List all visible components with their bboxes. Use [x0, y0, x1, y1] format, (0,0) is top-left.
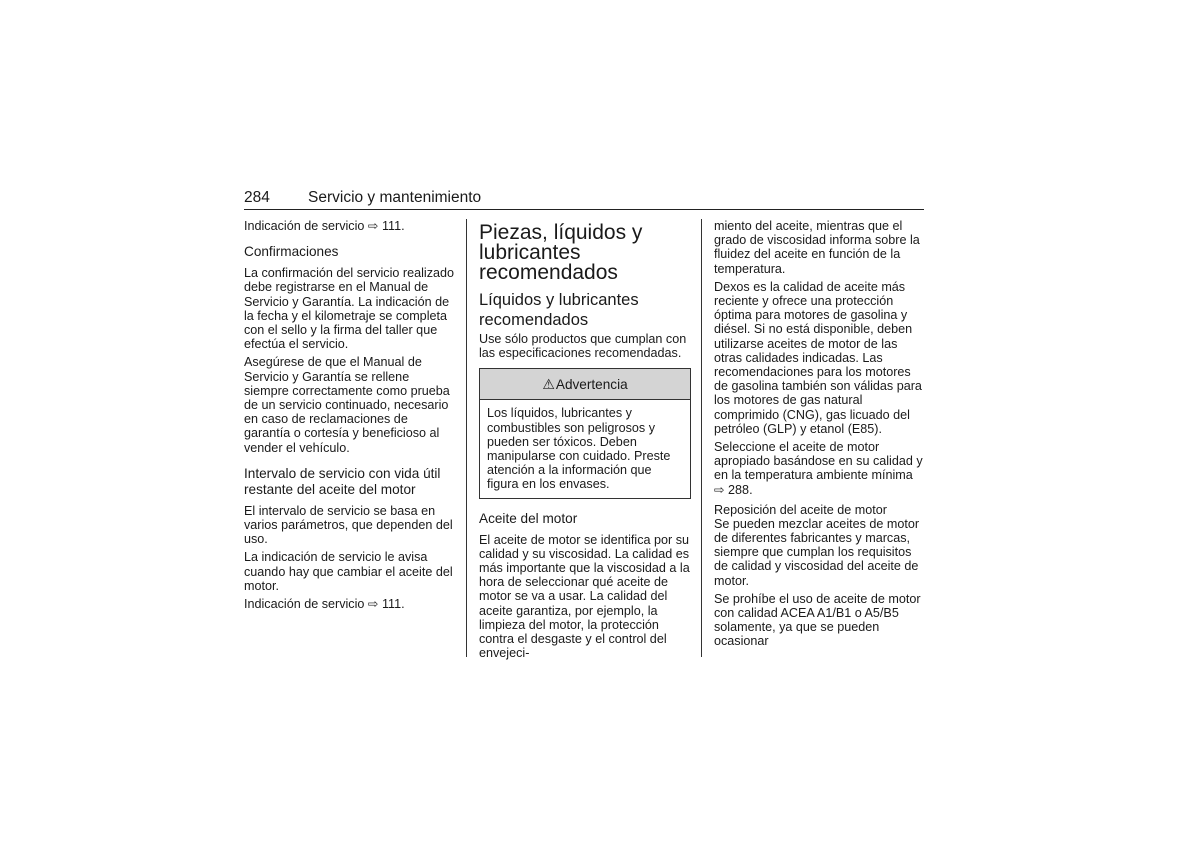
- warning-text: Los líquidos, lubricantes y combustibles son peligrosos y pueden ser tóxicos. Deben manipularse con cuidado. Preste atención a la información que figura en los envases.: [487, 406, 671, 492]
- paragraph: Asegúrese de que el Manual de Servicio y Garantía se rellene siempre correctamente como prueba de un servicio continuado, necesario en caso de reclamaciones de garantía o cortesía y beneficioso al vender el vehículo.: [244, 355, 450, 455]
- paragraph: La indicación de servicio le avisa cuando hay que cambiar el aceite del motor.: [244, 550, 453, 593]
- column-divider: [466, 219, 467, 657]
- paragraph: Seleccione el aceite de motor apropiado basándose en su calidad y en la temperatura ambiente mínima ⇨ 288.: [714, 440, 923, 497]
- oil-topup-heading: Reposición del aceite de motor: [714, 502, 887, 517]
- subsection-title: Líquidos y lubricantes recomendados: [479, 291, 639, 329]
- column-1: [244, 219, 456, 615]
- paragraph: Use sólo productos que cumplan con las especificaciones recomendadas.: [479, 332, 687, 361]
- warning-header: [480, 369, 690, 400]
- section-title: Piezas, líquidos y lubricantes recomendados: [479, 221, 643, 284]
- column-2: [479, 219, 691, 664]
- warning-title: Advertencia: [555, 377, 628, 393]
- page-number: 284: [244, 189, 270, 206]
- paragraph: El intervalo de servicio se basa en varios parámetros, que dependen del uso.: [244, 503, 453, 547]
- service-indicator-reference: Indicación de servicio ⇨ 111.: [244, 219, 405, 233]
- confirmations-heading: Confirmaciones: [244, 244, 339, 260]
- engine-oil-heading: Aceite del motor: [479, 510, 578, 526]
- paragraph: Se prohíbe el uso de aceite de motor con calidad ACEA A1/B1 o A5/B5 solamente, ya que se pueden ocasionar: [714, 591, 921, 649]
- warning-triangle-icon: ⚠: [542, 376, 555, 393]
- paragraph: Se pueden mezclar aceites de motor de diferentes fabricantes y marcas, siempre que cumplan los requisitos de calidad y viscosidad del aceite de motor.: [714, 516, 920, 588]
- paragraph: miento del aceite, mientras que el grado de viscosidad informa sobre la fluidez del aceite en función de la temperatura.: [714, 219, 920, 276]
- column-3: [714, 219, 926, 653]
- page-header: [244, 189, 924, 210]
- paragraph: Dexos es la calidad de aceite más reciente y ofrece una protección óptima para motores de gasolina y diésel. Si no está disponible, deben utilizarse aceites de motor de las otras calidades indicadas. Las recomendaciones para los motores de gasolina también son válidas para los motores de gas natural comprimido (CNG), gas licuado del petróleo (GLP) y etanol (E85).: [714, 279, 922, 436]
- paragraph: La confirmación del servicio realizado debe registrarse en el Manual de Servicio y Garantía. La indicación de la fecha y el kilometraje se completa con el sello y la firma del taller que efectúa el servicio.: [244, 266, 454, 352]
- service-indicator-reference: Indicación de servicio ⇨ 111.: [244, 597, 405, 612]
- warning-box: [479, 368, 691, 498]
- warning-body: [480, 400, 690, 497]
- column-divider: [701, 219, 702, 657]
- chapter-title: Servicio y mantenimiento: [308, 189, 482, 206]
- service-interval-heading: Intervalo de servicio con vida útil restante del aceite del motor: [244, 465, 441, 497]
- paragraph: El aceite de motor se identifica por su calidad y su viscosidad. La calidad es más importante que la viscosidad a la hora de seleccionar qué aceite de motor se va a usar. La calidad del aceite garantiza, por ejemplo, la limpieza del motor, la protección contra el desgaste y el control del envejeci-: [479, 532, 690, 661]
